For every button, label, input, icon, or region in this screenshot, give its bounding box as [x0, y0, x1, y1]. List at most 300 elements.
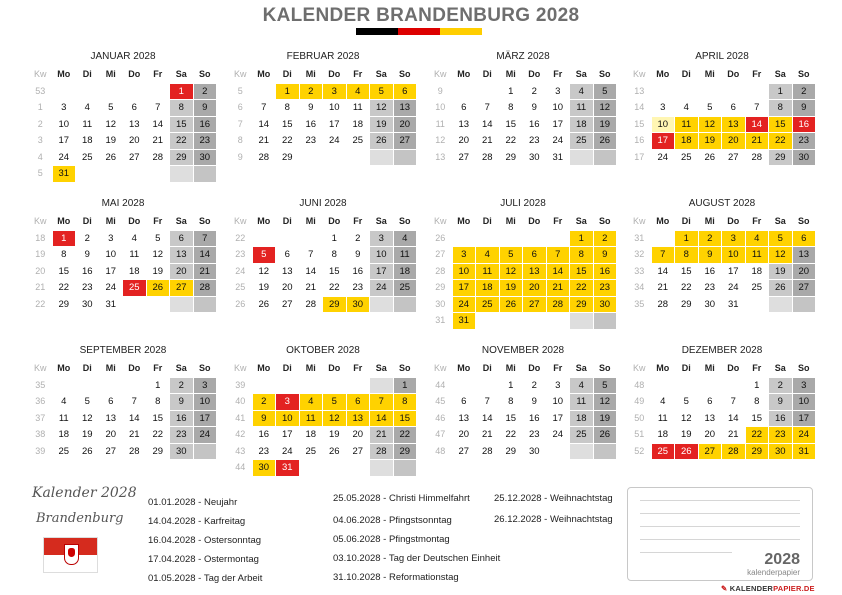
day-cell: 5: [594, 84, 617, 100]
kw-header: Kw: [33, 69, 47, 79]
day-cell: 28: [481, 445, 493, 457]
day-cell: 4: [300, 394, 323, 410]
day-cell: 22: [328, 282, 340, 293]
weekday-header: Di: [82, 363, 92, 373]
weekday-header: Do: [128, 363, 141, 373]
day-cell: 23: [194, 133, 217, 149]
weekday-header: Do: [727, 69, 740, 79]
day-cell: 29: [570, 297, 593, 313]
day-cell: 11: [129, 249, 140, 260]
month-block: [428, 197, 618, 330]
day-cell: 9: [594, 247, 617, 263]
week-number: 33: [634, 265, 645, 276]
day-cell: 11: [394, 247, 417, 263]
day-cell: 10: [194, 394, 217, 410]
day-cell: [476, 313, 499, 329]
week-row: [229, 427, 416, 443]
weekday-header: Do: [528, 363, 541, 373]
day-cell: 25: [394, 280, 417, 296]
day-cell: 11: [476, 264, 499, 280]
day-cell: [652, 84, 675, 100]
day-cell: 19: [328, 429, 340, 440]
day-cell: 5: [155, 232, 161, 244]
day-cell: 10: [552, 396, 564, 407]
holiday-item: 25.05.2028 - Christi Himmelfahrt: [333, 493, 470, 504]
day-cell: 16: [793, 117, 816, 133]
month-block: [428, 344, 618, 460]
day-cell: 27: [523, 297, 546, 313]
day-cell: 18: [476, 280, 499, 296]
day-cell: [76, 378, 99, 394]
week-row: [29, 100, 216, 116]
week-number: 11: [435, 118, 445, 129]
week-row: [229, 100, 416, 116]
day-cell: 20: [458, 135, 470, 146]
week-number: 37: [35, 412, 46, 423]
day-cell: 23: [305, 135, 317, 146]
day-cell: [323, 460, 346, 476]
week-row: [429, 100, 616, 116]
holiday-item: 01.01.2028 - Neujahr: [148, 497, 238, 508]
day-cell: 24: [552, 135, 564, 146]
day-cell: 6: [108, 396, 114, 407]
weekday-header: Mi: [305, 363, 316, 373]
day-cell: 17: [58, 135, 70, 146]
day-cell: 13: [281, 265, 293, 277]
month-name: JANUAR 2028: [90, 51, 156, 62]
week-number: 44: [435, 379, 446, 390]
day-cell: 5: [683, 396, 689, 407]
weekday-header: Di: [681, 69, 691, 79]
week-row: [29, 378, 216, 394]
day-cell: [170, 297, 193, 313]
weekday-header: Fr: [353, 216, 363, 226]
day-cell: [523, 231, 546, 247]
day-cell: 6: [170, 231, 193, 247]
day-cell: 28: [194, 280, 217, 296]
month-block: [228, 344, 418, 477]
week-row: [429, 133, 616, 149]
month-name: APRIL 2028: [695, 51, 749, 62]
weekday-header: Do: [328, 216, 341, 226]
weekday-header: Do: [328, 363, 341, 373]
week-row: [429, 378, 616, 394]
day-cell: 18: [570, 411, 593, 427]
week-number: 4: [37, 151, 43, 162]
weekday-header: Fr: [153, 216, 163, 226]
day-cell: 29: [394, 444, 417, 460]
day-cell: 13: [793, 247, 816, 263]
day-cell: 11: [675, 117, 698, 133]
month-table: [428, 360, 617, 460]
day-cell: 16: [594, 264, 617, 280]
day-cell: 7: [484, 102, 490, 113]
week-number: 9: [237, 151, 243, 162]
week-number: 39: [35, 445, 46, 456]
day-cell: 20: [170, 264, 193, 280]
weekday-header: Do: [727, 363, 740, 373]
day-cell: 7: [652, 247, 675, 263]
week-number: 28: [435, 265, 446, 276]
day-cell: 9: [308, 102, 314, 113]
week-number: 43: [235, 445, 246, 456]
day-cell: 26: [704, 151, 716, 163]
day-cell: 25: [58, 445, 70, 457]
day-cell: 10: [453, 264, 476, 280]
day-cell: [500, 313, 523, 329]
week-number: 35: [634, 298, 645, 309]
day-cell: 10: [58, 118, 70, 130]
day-cell: 5: [594, 378, 617, 394]
day-cell: 16: [352, 265, 364, 277]
day-cell: 21: [258, 135, 270, 146]
day-cell: 3: [793, 378, 816, 394]
day-cell: 16: [81, 265, 93, 277]
day-cell: 2: [793, 84, 816, 100]
weekday-header: Mo: [656, 216, 670, 226]
day-cell: 15: [769, 117, 792, 133]
day-cell: 27: [394, 133, 417, 149]
weekday-header: Sa: [575, 363, 587, 373]
day-cell: 28: [370, 444, 393, 460]
day-cell: [253, 378, 276, 394]
month-block: [627, 344, 817, 460]
day-cell: 2: [194, 84, 217, 100]
day-cell: 18: [675, 133, 698, 149]
week-number: 15: [634, 118, 645, 129]
day-cell: 15: [570, 264, 593, 280]
weekday-header: Sa: [774, 363, 786, 373]
day-cell: 16: [194, 117, 217, 133]
day-cell: 7: [131, 396, 137, 407]
day-cell: 14: [481, 118, 493, 130]
day-cell: 5: [370, 84, 393, 100]
day-cell: 28: [751, 151, 763, 163]
day-cell: 22: [570, 280, 593, 296]
weekday-header: Di: [282, 216, 292, 226]
week-number: 21: [35, 282, 46, 292]
day-cell: [194, 166, 217, 182]
day-cell: 4: [394, 231, 417, 247]
day-cell: 12: [152, 249, 164, 260]
day-cell: 16: [704, 265, 716, 277]
week-row: [429, 427, 616, 443]
weekday-header: So: [797, 216, 810, 226]
day-cell: 27: [727, 151, 739, 163]
kw-header: Kw: [33, 363, 47, 373]
day-cell: 21: [152, 135, 164, 146]
day-cell: 19: [258, 282, 270, 293]
day-cell: 13: [105, 412, 117, 424]
day-cell: 12: [594, 100, 617, 116]
day-cell: 15: [170, 117, 193, 133]
day-cell: [170, 166, 193, 182]
day-cell: 7: [261, 102, 267, 113]
day-cell: 17: [793, 411, 816, 427]
day-cell: 16: [769, 411, 792, 427]
week-number: 40: [235, 396, 246, 406]
day-cell: 13: [347, 411, 370, 427]
month-name: MÄRZ 2028: [496, 51, 550, 62]
week-row: [628, 394, 815, 410]
weekday-header: So: [398, 216, 411, 226]
weekday-header: So: [797, 363, 810, 373]
day-cell: 27: [458, 445, 470, 457]
day-cell: 29: [170, 150, 193, 166]
weekday-header: Do: [128, 216, 141, 226]
day-cell: 2: [84, 232, 90, 244]
day-cell: 29: [152, 445, 164, 457]
kw-header: Kw: [233, 363, 247, 373]
day-cell: 19: [769, 264, 792, 280]
day-cell: 26: [594, 427, 617, 443]
month-table: [627, 66, 816, 166]
day-cell: 20: [704, 429, 716, 440]
day-cell: 15: [505, 118, 517, 130]
day-cell: [394, 297, 417, 313]
week-number: 53: [35, 85, 46, 96]
day-cell: 6: [461, 396, 467, 407]
weekday-header: Mo: [457, 363, 471, 373]
weekday-header: Do: [128, 69, 141, 79]
week-number: 32: [634, 249, 645, 259]
day-cell: 30: [594, 297, 617, 313]
day-cell: [370, 460, 393, 476]
week-number: 5: [237, 85, 243, 96]
week-row: [29, 297, 216, 313]
day-cell: 14: [305, 265, 317, 277]
day-cell: 29: [58, 298, 70, 310]
day-cell: 3: [276, 394, 299, 410]
weekday-header: Di: [681, 216, 691, 226]
day-cell: 23: [704, 282, 716, 293]
day-cell: 24: [793, 427, 816, 443]
day-cell: [500, 231, 523, 247]
day-cell: [370, 297, 393, 313]
month-name: JUNI 2028: [299, 198, 347, 209]
holiday-item: 17.04.2028 - Ostermontag: [148, 554, 259, 565]
day-cell: 23: [793, 133, 816, 149]
day-cell: 14: [128, 412, 140, 424]
day-cell: 14: [194, 247, 217, 263]
day-cell: 31: [105, 298, 117, 310]
day-cell: 9: [793, 100, 816, 116]
week-row: [229, 133, 416, 149]
weekday-header: Mo: [257, 69, 271, 79]
weekday-header: So: [598, 69, 611, 79]
month-table: [28, 66, 217, 183]
day-cell: 29: [505, 445, 517, 457]
notes-subtitle: kalenderpapier: [747, 568, 800, 577]
holiday-item: 03.10.2028 - Tag der Deutschen Einheit: [333, 553, 501, 564]
day-cell: [300, 460, 323, 476]
day-cell: 15: [152, 412, 164, 424]
day-cell: 17: [453, 280, 476, 296]
week-number: 22: [235, 232, 246, 243]
weekday-header: Mo: [457, 216, 471, 226]
day-cell: [100, 378, 123, 394]
day-cell: 8: [170, 100, 193, 116]
week-number: 41: [235, 412, 246, 423]
day-cell: 5: [707, 102, 713, 113]
day-cell: 8: [284, 102, 290, 113]
day-cell: 9: [253, 411, 276, 427]
weekday-header: Mi: [305, 216, 316, 226]
day-cell: 6: [461, 102, 467, 113]
day-cell: 19: [680, 429, 692, 440]
kw-header: Kw: [233, 216, 247, 226]
day-cell: [476, 84, 499, 100]
script-state: Brandenburg: [36, 511, 124, 526]
day-cell: 8: [331, 249, 337, 260]
day-cell: 30: [769, 444, 792, 460]
day-cell: 23: [528, 429, 540, 440]
day-cell: 10: [722, 247, 745, 263]
day-cell: 15: [58, 265, 70, 277]
week-row: [628, 280, 815, 296]
day-cell: 26: [147, 280, 170, 296]
day-cell: 30: [793, 150, 816, 166]
week-row: [29, 84, 216, 100]
weekday-header: Di: [82, 69, 92, 79]
flag-stripe-gold: [440, 28, 482, 35]
month-block: [228, 50, 418, 166]
week-row: [429, 84, 616, 100]
day-cell: 21: [128, 429, 140, 440]
week-row: [628, 378, 815, 394]
day-cell: 24: [281, 445, 293, 457]
day-cell: 2: [355, 232, 361, 244]
day-cell: 6: [730, 102, 736, 113]
week-number: 35: [35, 379, 46, 390]
week-number: 24: [235, 265, 246, 276]
week-row: [429, 280, 616, 296]
day-cell: 29: [323, 297, 346, 313]
weekday-header: Do: [328, 69, 341, 79]
day-cell: 25: [305, 445, 317, 457]
week-row: [29, 264, 216, 280]
month-name: FEBRUAR 2028: [286, 51, 360, 62]
week-number: 46: [435, 412, 446, 423]
week-number: 39: [235, 379, 246, 390]
week-row: [229, 117, 416, 133]
day-cell: 30: [347, 297, 370, 313]
day-cell: 7: [370, 394, 393, 410]
day-cell: 26: [81, 445, 93, 457]
day-cell: 21: [481, 429, 493, 440]
day-cell: 15: [281, 118, 293, 130]
day-cell: 31: [552, 151, 564, 163]
day-cell: 21: [547, 280, 570, 296]
day-cell: 27: [793, 280, 816, 296]
day-cell: 22: [152, 429, 164, 440]
day-cell: [594, 313, 617, 329]
brand-logo[interactable]: ✎ KALENDERPAPIER.DE: [721, 584, 815, 593]
day-cell: 17: [328, 118, 340, 130]
weekday-header: Fr: [553, 216, 563, 226]
week-row: [229, 411, 416, 427]
week-row: [429, 444, 616, 460]
weekday-header: So: [398, 69, 411, 79]
day-cell: 25: [751, 282, 763, 293]
day-cell: 14: [727, 412, 739, 424]
day-cell: 9: [194, 100, 217, 116]
holiday-item: 16.04.2028 - Ostersonntag: [148, 535, 262, 546]
day-cell: 17: [105, 265, 117, 277]
week-number: 1: [37, 102, 43, 112]
week-number: 31: [634, 232, 645, 243]
day-cell: [194, 297, 217, 313]
day-cell: 9: [84, 249, 90, 260]
notes-year: 2028: [764, 551, 800, 568]
day-cell: 5: [253, 247, 276, 263]
day-cell: 27: [170, 280, 193, 296]
day-cell: 15: [328, 265, 340, 277]
weekday-header: Mi: [305, 69, 316, 79]
holiday-item: 26.12.2028 - Weihnachtstag: [494, 514, 613, 525]
day-cell: 4: [347, 84, 370, 100]
day-cell: 29: [680, 298, 692, 310]
day-cell: 24: [370, 280, 393, 296]
day-cell: [453, 378, 476, 394]
day-cell: 7: [730, 396, 736, 407]
day-cell: [453, 84, 476, 100]
kw-header: Kw: [433, 69, 447, 79]
flag-stripe-red: [398, 28, 440, 35]
holiday-item: 31.10.2028 - Reformationstag: [333, 572, 459, 583]
week-number: 3: [37, 135, 43, 145]
week-number: 19: [35, 249, 46, 259]
day-cell: 4: [570, 378, 593, 394]
day-cell: 12: [680, 412, 692, 424]
week-number: 23: [235, 249, 246, 259]
day-cell: 4: [660, 396, 666, 407]
week-number: 48: [634, 379, 645, 390]
day-cell: [123, 84, 146, 100]
weekday-header: Fr: [553, 69, 563, 79]
day-cell: 20: [458, 429, 470, 440]
month-name: AUGUST 2028: [688, 198, 756, 209]
day-cell: 12: [258, 265, 270, 277]
day-cell: [347, 378, 370, 394]
day-cell: 1: [570, 231, 593, 247]
day-cell: 17: [194, 411, 217, 427]
day-cell: 10: [793, 394, 816, 410]
day-cell: 7: [308, 249, 314, 260]
day-cell: 21: [370, 427, 393, 443]
day-cell: 26: [105, 151, 117, 163]
day-cell: [147, 166, 170, 182]
week-row: [29, 427, 216, 443]
day-cell: 6: [347, 394, 370, 410]
weekday-header: Mi: [505, 363, 516, 373]
day-cell: 1: [508, 379, 514, 391]
day-cell: 29: [746, 444, 769, 460]
day-cell: [76, 166, 99, 182]
month-table: [228, 66, 417, 166]
day-cell: [675, 84, 698, 100]
day-cell: 2: [531, 379, 537, 391]
day-cell: 3: [194, 378, 217, 394]
weekday-header: Sa: [375, 216, 387, 226]
day-cell: 6: [284, 249, 290, 260]
week-row: [229, 394, 416, 410]
day-cell: 20: [281, 282, 293, 293]
day-cell: 31: [53, 166, 76, 182]
month-name: MAI 2028: [101, 198, 145, 209]
day-cell: 7: [484, 396, 490, 407]
brand-name-b: PAPIER.DE: [773, 584, 815, 593]
